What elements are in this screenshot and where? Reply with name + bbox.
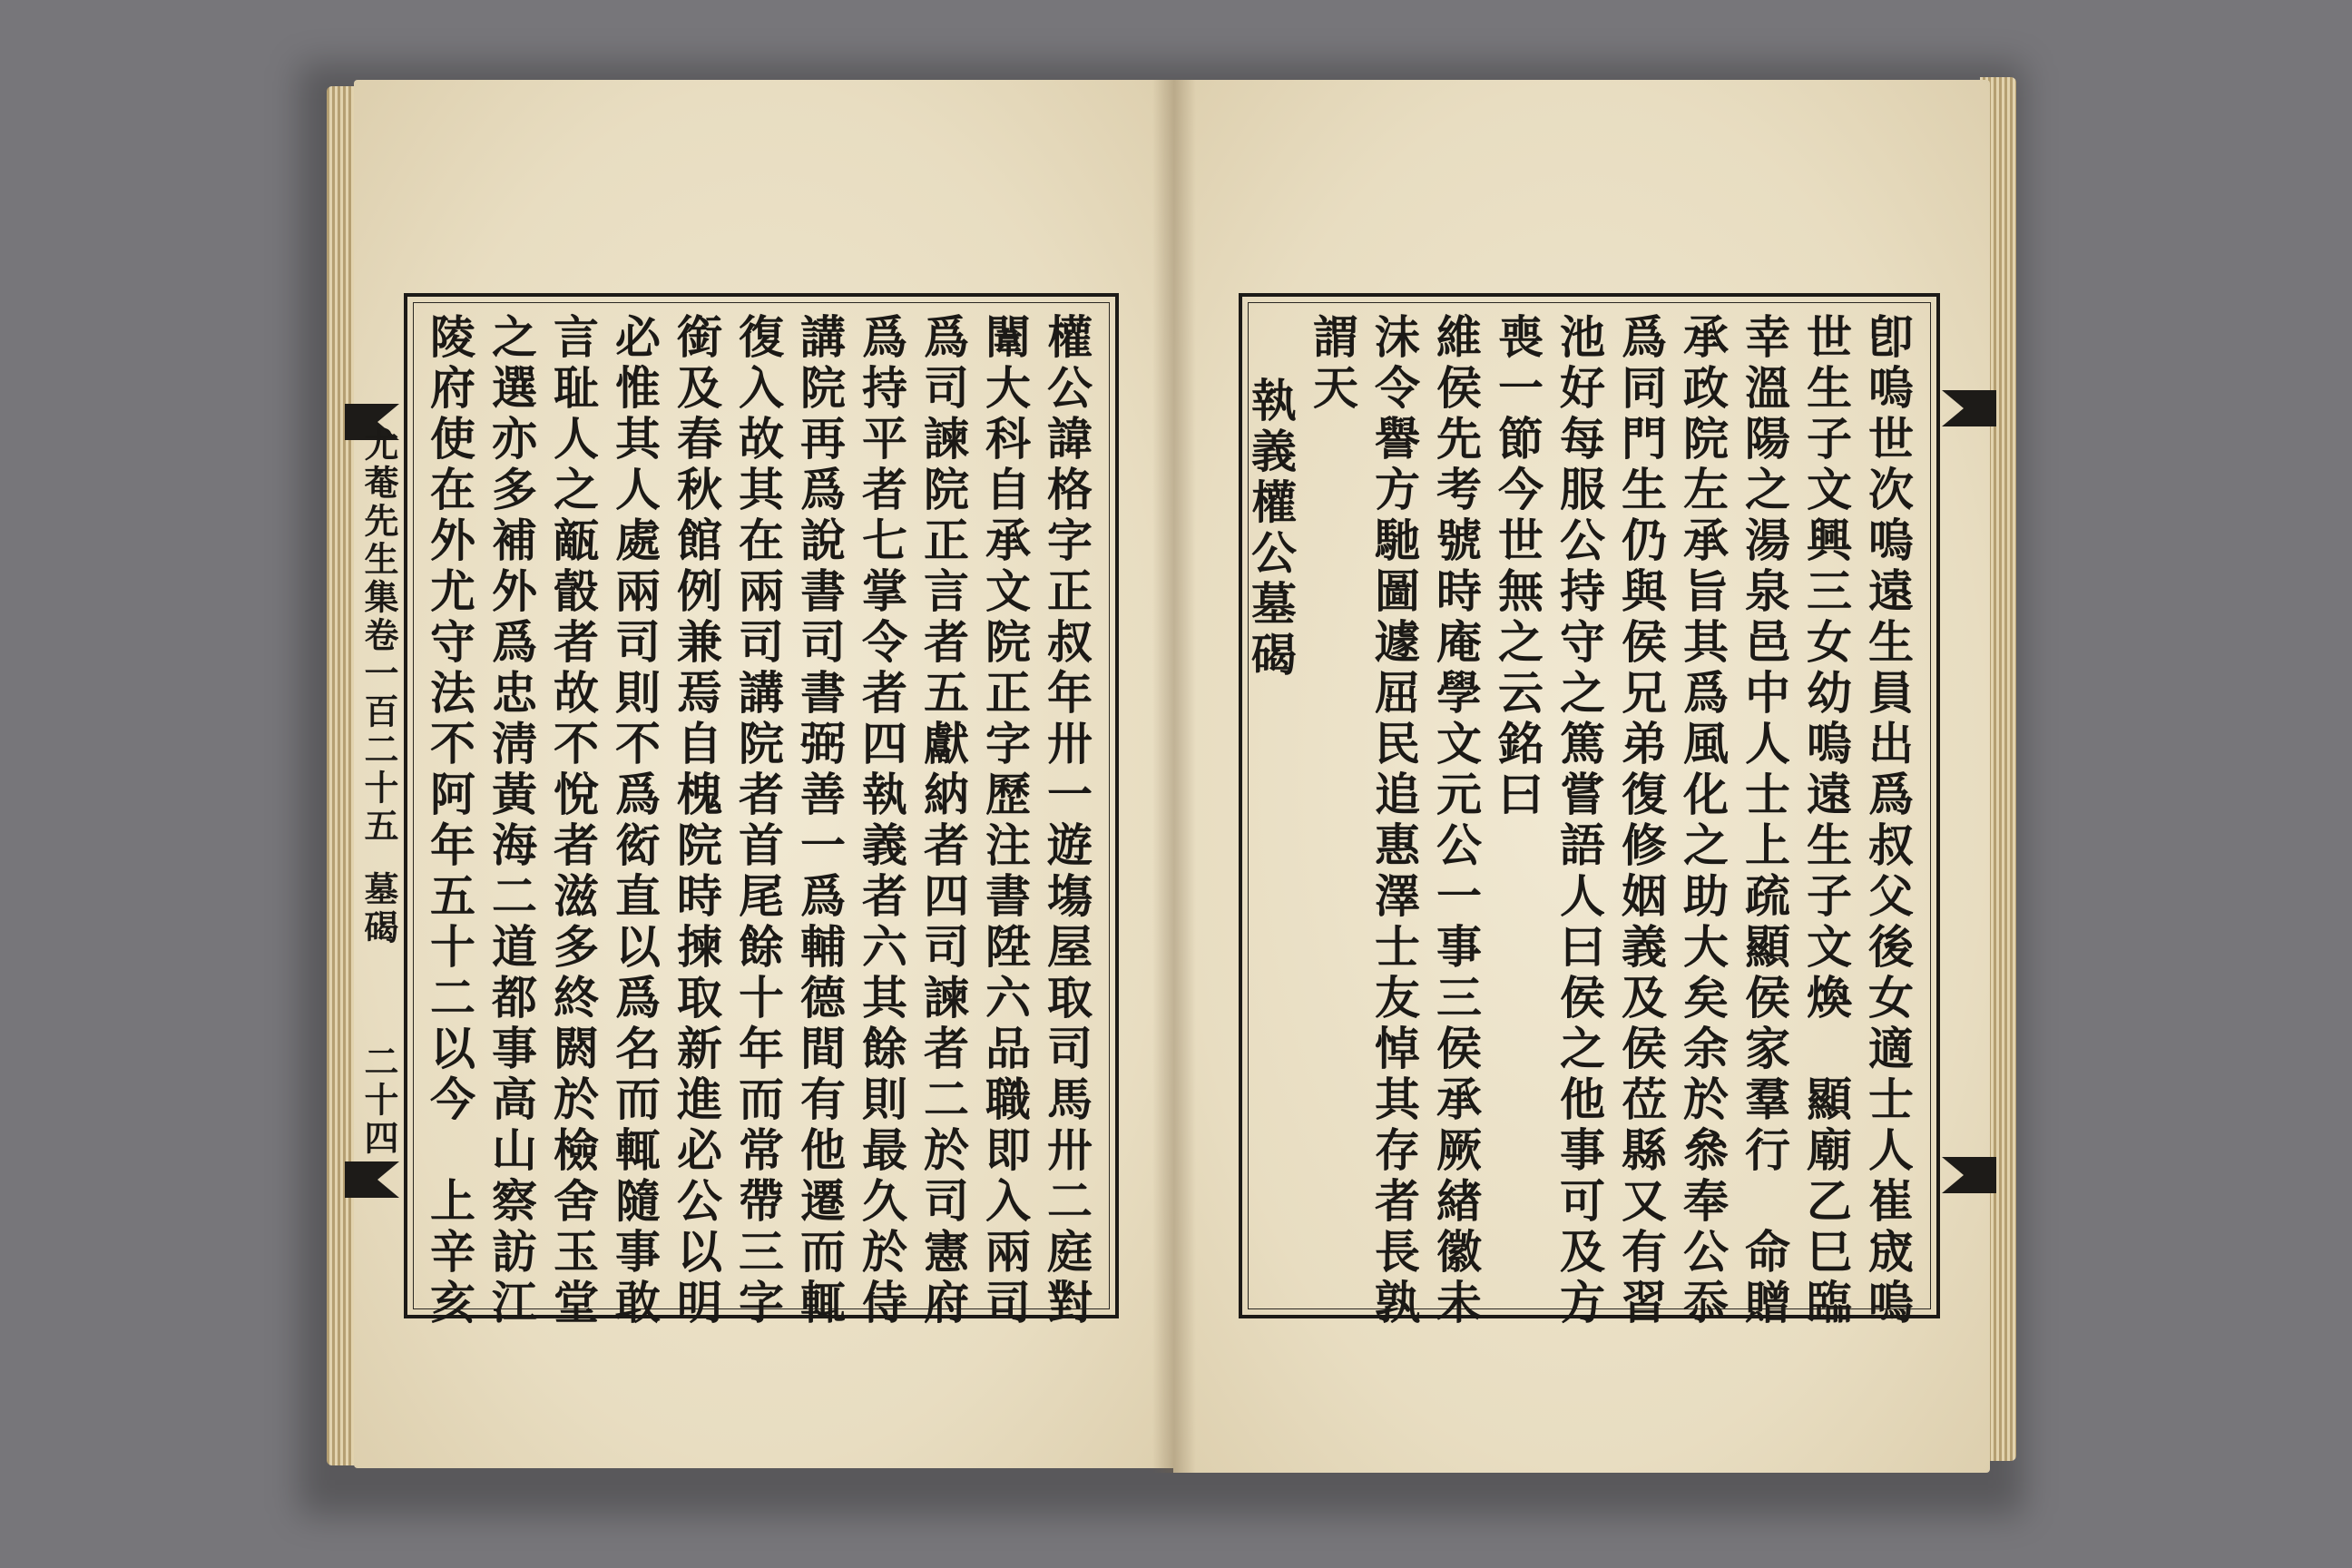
left-column-8: 必惟其人處兩司則不爲衒直以爲名而輒隨事敢 (608, 313, 662, 1329)
right-column-10: 謂天 (1306, 313, 1359, 415)
left-column-1: 權公諱格字正叔年卅一遊塲屋取司馬卅二庭對 (1040, 313, 1093, 1329)
right-column-9: 沬令譽方馳圖遽屈民追惠澤士友悼其存者長孰 (1367, 313, 1421, 1329)
left-column-7: 銜及春秋館例兼焉自槐院時揀取新進必公以明 (670, 313, 723, 1329)
epitaph-title: 執義權公墓碣 (1244, 377, 1298, 681)
right-column-5: 爲同門生仍與侯兄弟復修姻義及侯莅縣又有習 (1614, 313, 1668, 1329)
right-column-6: 池好每服公持守之篤嘗語人曰侯之他事可及方 (1553, 313, 1606, 1329)
book-gutter (1152, 80, 1196, 1473)
right-column-1: 卽嗚世次嗚遠生員出爲叔父後女適士人崔宬嗚 (1861, 313, 1915, 1329)
left-column-10: 之選亦多補外爲忠淸黃海二道都事高山察訪江 (485, 313, 538, 1329)
right-column-2: 世生子文興三女幼嗚遠生子文煥 顯廟乙巳臨 (1799, 313, 1853, 1329)
left-column-9: 言耻人之甋瞉者故不悅者滋多終閼於檢舍玉堂 (546, 313, 600, 1329)
margin-page-number: 二十四 (358, 1044, 399, 1158)
left-column-5: 講院再爲說書司書弼善一爲輔德間有他遷而輒 (793, 313, 847, 1329)
left-column-6: 復入故其在兩司講院者首尾餘十年而常帶三字 (731, 313, 785, 1329)
right-column-3: 幸溫陽之湯泉邑中人士上疏顯侯家羣行 命贈 (1738, 313, 1791, 1329)
left-column-11: 陵府使在外尤守法不阿年五十二以今 上辛亥 (423, 313, 476, 1329)
left-column-3: 爲司諫院正言者五獻納者四司諫者二於司憲府 (916, 313, 970, 1329)
margin-title: 尤菴先生集卷一百二十五 (358, 426, 399, 846)
right-column-8: 維侯先考號時庵學文元公一事三侯承厥緖徽未 (1429, 313, 1483, 1329)
left-column-2: 闈大科自承文院正字歷注書陞六品職即入兩司 (978, 313, 1032, 1329)
right-column-7: 喪一節今世無之云銘曰 (1491, 313, 1544, 821)
margin-section: 墓碣 (358, 871, 399, 947)
right-column-4: 承政院左承旨其爲風化之助大矣余於叅奉公忝 (1676, 313, 1730, 1329)
left-column-4: 爲持平者七掌令者四執義者六其餘則最久於侍 (855, 313, 908, 1329)
